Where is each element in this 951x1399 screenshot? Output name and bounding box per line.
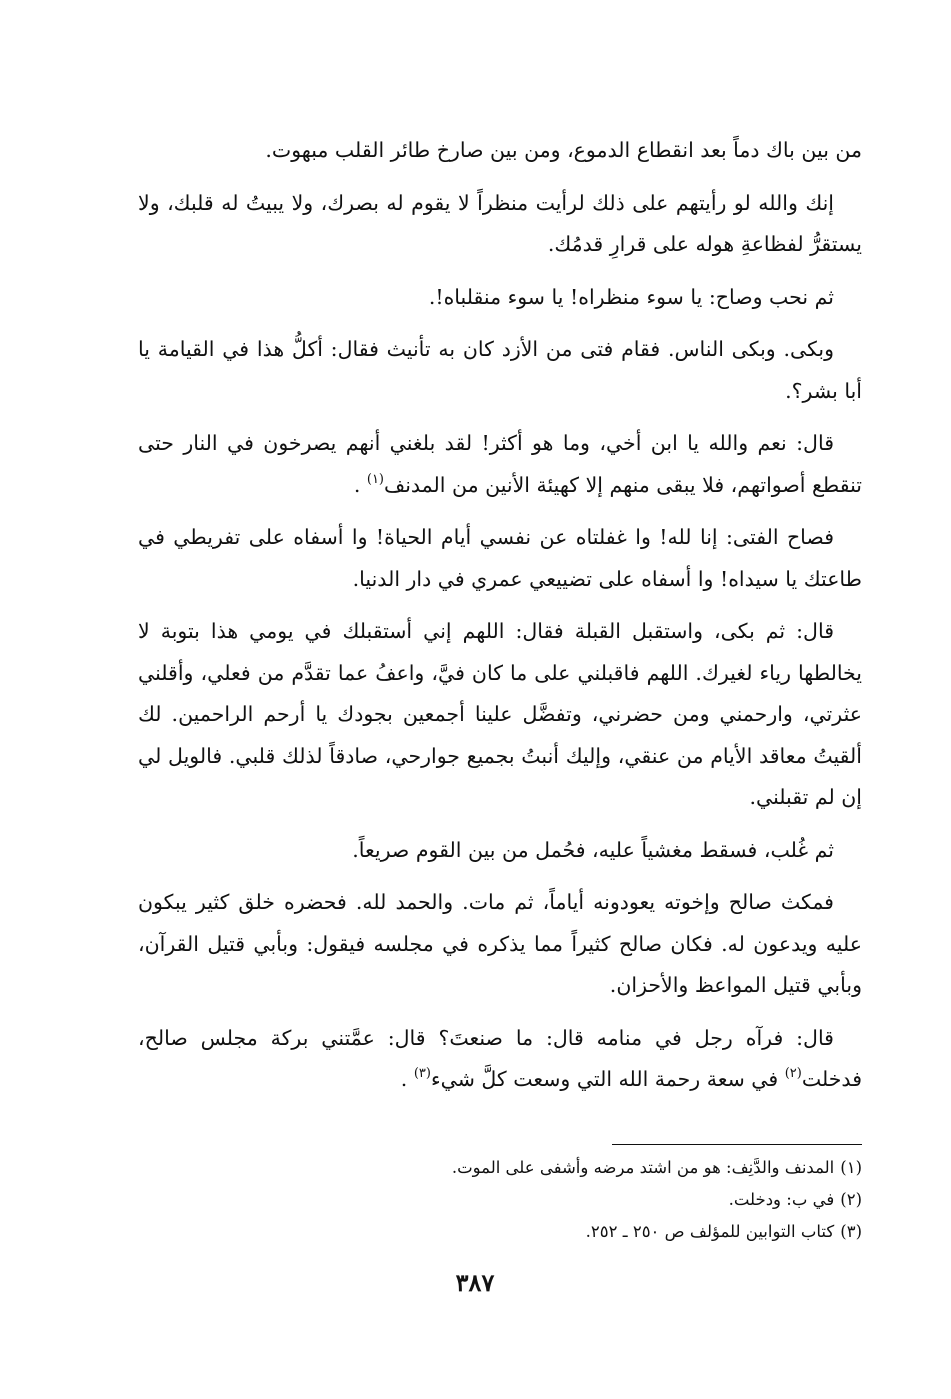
paragraph-text: ثم نحب وصاح: يا سوء منظراه! يا سوء منقلباه!. <box>428 284 834 309</box>
paragraph-3 <box>138 277 862 319</box>
footnote-text: كتاب التوابين للمؤلف ص ٢٥٠ ـ ٢٥٢. <box>585 1222 835 1241</box>
main-text-block <box>138 130 862 1112</box>
footnote-1 <box>300 1152 862 1184</box>
paragraph-text-continued: في سعة رحمة الله التي وسعت كلَّ شيء <box>430 1067 785 1091</box>
page-number: ٣٨٧ <box>455 1268 495 1297</box>
paragraph-text: فمكث صالح وإخوته يعودونه أياماً، ثم مات. والحمد لله. فحضره خلق كثير يبكون عليه ويدعون له. فكان صالح كثيراً مما يذكره في مجلسه فيقول: وبأبي قتيل القرآن، وبأبي قتيل المواعظ والأحزان. <box>138 890 862 997</box>
paragraph-text: من بين باك دماً بعد انقطاع الدموع، ومن بين صارخ طائر القلب مبهوت. <box>265 138 862 162</box>
paragraph-text: قال: فرآه رجل في منامه قال: ما صنعتَ؟ قال: عمَّتني بركة مجلس صالح، فدخلت <box>138 1025 862 1091</box>
paragraph-1 <box>138 130 862 172</box>
paragraph-text: إنك والله لو رأيتهم على ذلك لرأيت منظراً لا يقوم له بصرك، ولا يبيتُ له قلبك، ولا يستقرُّ لفظاعةِ هوله على قرارِ قدمُك. <box>138 190 862 256</box>
paragraph-text: قال: ثم بكى، واستقبل القبلة فقال: اللهم إني أستقبلك في يومي هذا بتوبة لا يخالطها رياء لغيرك. اللهم فاقبلني على ما كان فيَّ، واعفُ عما تقدَّم من فعلي، وأقلني عثرتي، وارحمني ومن حضرني، وتفضَّل علينا أجمعين بجودك يا أرحم الراحمين. لك ألقيتُ معاقد الأيام من عنقي، وإليك أنبتُ بجميع جوارحي، صادقاً لذلك قلبي. فالويل لي إن لم تقبلني. <box>138 619 862 809</box>
footnote-3 <box>300 1216 862 1248</box>
paragraph-5 <box>138 423 862 506</box>
footnote-marker-2[interactable]: (٢) <box>784 1066 802 1081</box>
footnotes-block <box>300 1152 862 1248</box>
paragraph-7 <box>138 611 862 819</box>
paragraph-4 <box>138 329 862 412</box>
paragraph-6 <box>138 517 862 600</box>
paragraph-2 <box>138 183 862 266</box>
paragraph-text: ثم غُلب، فسقط مغشياً عليه، فحُمل من بين القوم صريعاً. <box>352 837 834 862</box>
paragraph-end: . <box>353 472 367 497</box>
footnote-number: (٢) <box>840 1190 862 1209</box>
footnote-number: (١) <box>840 1158 862 1177</box>
footnote-marker-3[interactable]: (٣) <box>413 1066 431 1081</box>
paragraph-text: فصاح الفتى: إنا لله! وا غفلتاه عن نفسي أيام الحياة! وا أسفاه على تفريطي في طاعتك يا سيداه! وا أسفاه على تضييعي عمري في دار الدنيا. <box>138 525 862 591</box>
footnote-2 <box>300 1184 862 1216</box>
footnote-number: (٣) <box>840 1222 862 1241</box>
footnote-marker-1[interactable]: (١) <box>366 471 384 487</box>
paragraph-8 <box>138 830 862 872</box>
paragraph-end: . <box>400 1067 414 1091</box>
paragraph-text: قال: نعم والله يا ابن أخي، وما هو أكثر! لقد بلغني أنهم يصرخون في النار حتى تنقطع أصواتهم، فلا يبقى منهم إلا كهيئة الأنين من المدنف <box>138 431 862 497</box>
footnote-text: المدنف والدَّنِف: هو من اشتد مرضه وأشفى على الموت. <box>451 1158 835 1177</box>
paragraph-10 <box>138 1018 862 1101</box>
paragraph-9 <box>138 882 862 1007</box>
paragraph-text: وبكى. وبكى الناس. فقام فتى من الأزد كان به تأنيث فقال: أكلُّ هذا في القيامة يا أبا بشر؟. <box>138 337 862 403</box>
footnote-divider <box>612 1144 862 1145</box>
footnote-text: في ب: ودخلت. <box>728 1190 835 1209</box>
